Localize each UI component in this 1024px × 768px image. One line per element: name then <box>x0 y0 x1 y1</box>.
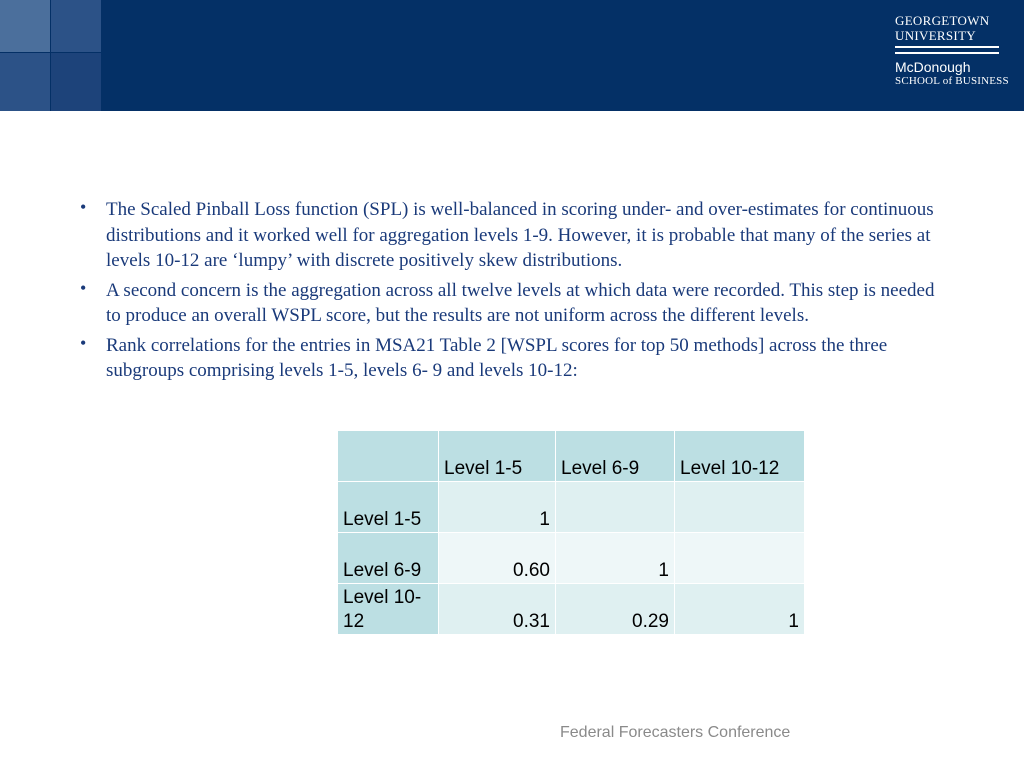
bullet-icon: • <box>80 197 87 217</box>
bullet-icon: • <box>80 332 87 353</box>
table-cell: 0.60 <box>439 533 556 584</box>
bullet-list <box>80 197 950 388</box>
row-label: Level 1-5 <box>338 482 439 533</box>
logo-line-4: SCHOOL of BUSINESS <box>895 75 1009 87</box>
table-cell <box>556 482 675 533</box>
table-cell: 1 <box>439 482 556 533</box>
table-row <box>338 482 805 533</box>
table-cell <box>675 533 805 584</box>
header-banner <box>0 0 1024 111</box>
logo-line-1: GEORGETOWN <box>895 13 990 28</box>
table-header-cell <box>338 431 439 482</box>
correlation-table <box>337 430 805 635</box>
bullet-text: Rank correlations for the entries in MSA21 Table 2 [WSPL scores for top 50 methods] across the three subgroups comprising levels 1-5, levels 6- 9 and levels 10-12: <box>106 334 888 381</box>
decor-square <box>0 0 50 52</box>
bullet-text: The Scaled Pinball Loss function (SPL) is well-balanced in scoring under- and over-estimates for continuous distributions and it worked well for aggregation levels 1-9. However, it is probable that many of the series at levels 10-12 are ‘lumpy’ with discrete positively skew distributions. <box>106 199 934 271</box>
table-cell <box>675 482 805 533</box>
decor-square <box>51 0 101 52</box>
logo-line-3: McDonough <box>895 59 971 75</box>
logo-line-2: UNIVERSITY <box>895 28 976 43</box>
row-label: Level 6-9 <box>338 533 439 584</box>
logo-rule <box>895 52 999 54</box>
table-header-row <box>338 431 805 482</box>
table-row <box>338 584 805 635</box>
row-label: Level 10-12 <box>338 584 439 635</box>
bullet-item <box>80 333 950 384</box>
decor-square <box>51 53 101 111</box>
bullet-item <box>80 278 950 329</box>
bullet-icon: • <box>80 277 87 298</box>
table-cell: 0.31 <box>439 584 556 635</box>
decor-square <box>0 53 50 111</box>
logo-rule <box>895 46 999 48</box>
table-cell: 1 <box>675 584 805 635</box>
table-row <box>338 533 805 584</box>
bullet-text: A second concern is the aggregation across all twelve levels at which data were recorded. This step is needed to produce an overall WSPL score, but the results are not uniform across the different levels. <box>106 279 935 326</box>
table-cell: 1 <box>556 533 675 584</box>
footer-text: Federal Forecasters Conference <box>560 724 791 741</box>
table-header-cell: Level 1-5 <box>439 431 556 482</box>
table-header-cell: Level 10-12 <box>675 431 805 482</box>
table-header-cell: Level 6-9 <box>556 431 675 482</box>
bullet-item <box>80 197 950 274</box>
table-cell: 0.29 <box>556 584 675 635</box>
georgetown-logo <box>895 13 1007 88</box>
